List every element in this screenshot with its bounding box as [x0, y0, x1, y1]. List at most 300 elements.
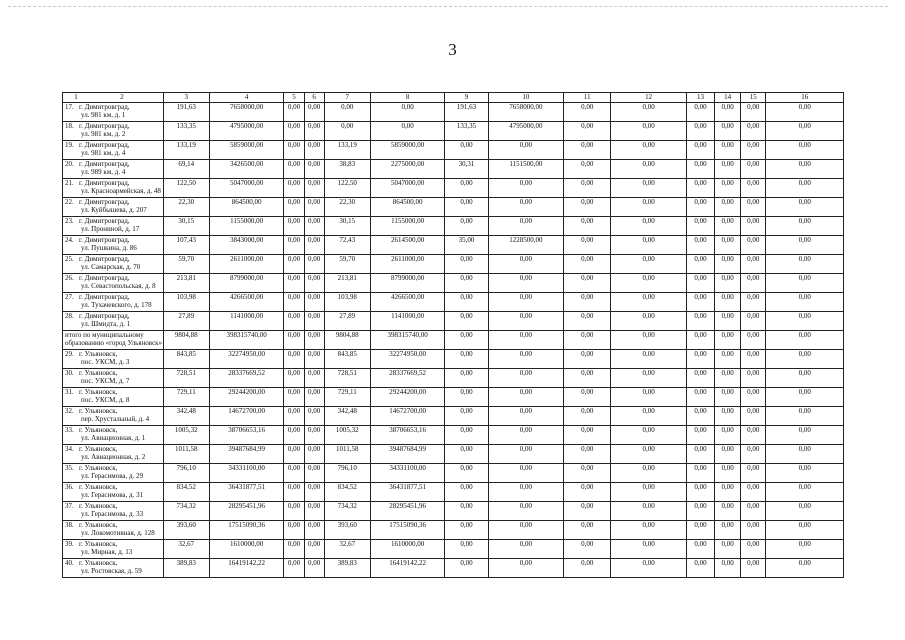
address-line-1 — [65, 160, 161, 168]
value-cell-5: 0,00 — [284, 483, 304, 502]
value-cell-8: 0,00 — [370, 103, 444, 122]
address-street: ул. Тухачевского, д. 178 — [81, 301, 152, 309]
value-cell-6: 0,00 — [304, 559, 324, 578]
header-cell-4: 4 — [209, 93, 283, 103]
address-line-1 — [65, 369, 161, 377]
total-label-line-2: образованию «город Ульяновск» — [65, 339, 163, 347]
value-cell-16: 0,00 — [766, 312, 844, 331]
value-cell-7: 32,67 — [324, 540, 370, 559]
address-cell — [63, 426, 164, 445]
value-cell-10: 7658000,00 — [488, 103, 563, 122]
value-cell-7: 72,43 — [324, 236, 370, 255]
value-cell-9: 0,00 — [445, 502, 488, 521]
value-cell-15: 0,00 — [741, 521, 766, 540]
value-cell-10: 4795000,00 — [488, 122, 563, 141]
address-cell — [63, 293, 164, 312]
value-cell-9: 0,00 — [445, 312, 488, 331]
value-cell-5: 0,00 — [284, 445, 304, 464]
table-row — [63, 179, 844, 198]
value-cell-13: 0,00 — [686, 103, 714, 122]
value-cell-8: 32274950,00 — [370, 350, 444, 369]
value-cell-5: 0,00 — [284, 122, 304, 141]
header-cell-1-2 — [63, 93, 164, 103]
address-street: пер. Хрустальный, д. 4 — [81, 415, 150, 423]
value-cell-9: 0,00 — [445, 483, 488, 502]
address-cell — [63, 483, 164, 502]
address-city: г. Димитровград, — [79, 122, 130, 130]
value-cell-11: 0,00 — [564, 255, 611, 274]
row-number: 36. — [65, 483, 74, 491]
value-cell-10: 0,00 — [488, 312, 563, 331]
value-cell-7: 728,51 — [324, 369, 370, 388]
value-cell-13: 0,00 — [686, 236, 714, 255]
address-street: ул. Севастопольская, д. 8 — [81, 282, 156, 290]
value-cell-11: 0,00 — [564, 521, 611, 540]
value-cell-15: 0,00 — [741, 483, 766, 502]
value-cell-8: 1155000,00 — [370, 217, 444, 236]
table-row — [63, 312, 844, 331]
value-cell-10: 0,00 — [488, 293, 563, 312]
value-cell-8: 8799000,00 — [370, 274, 444, 293]
page-number: 3 — [448, 40, 457, 59]
value-cell-13: 0,00 — [686, 198, 714, 217]
header-cell-11: 11 — [564, 93, 611, 103]
table-row — [63, 407, 844, 426]
value-cell-13: 0,00 — [686, 483, 714, 502]
value-cell-10: 0,00 — [488, 331, 563, 350]
address-city: г. Димитровград, — [79, 293, 130, 301]
header-cell-12: 12 — [611, 93, 686, 103]
value-cell-16: 0,00 — [766, 198, 844, 217]
value-cell-9: 0,00 — [445, 198, 488, 217]
value-cell-13: 0,00 — [686, 122, 714, 141]
value-cell-11: 0,00 — [564, 160, 611, 179]
value-cell-11: 0,00 — [564, 388, 611, 407]
address-line-1 — [65, 559, 161, 567]
address-line-1 — [65, 236, 161, 244]
value-cell-9: 0,00 — [445, 274, 488, 293]
header-cell-9: 9 — [445, 93, 488, 103]
total-label-cell — [63, 331, 164, 350]
value-cell-14: 0,00 — [715, 122, 741, 141]
value-cell-12: 0,00 — [611, 236, 686, 255]
value-cell-6: 0,00 — [304, 293, 324, 312]
value-cell-12: 0,00 — [611, 122, 686, 141]
value-cell-5: 0,00 — [284, 217, 304, 236]
value-cell-4: 34331100,00 — [209, 464, 283, 483]
value-cell-7: 342,48 — [324, 407, 370, 426]
value-cell-3: 728,51 — [163, 369, 209, 388]
value-cell-6: 0,00 — [304, 331, 324, 350]
value-cell-16: 0,00 — [766, 369, 844, 388]
address-street: ул. Красноармейская, д. 48 — [81, 187, 161, 195]
address-cell — [63, 122, 164, 141]
value-cell-3: 59,70 — [163, 255, 209, 274]
value-cell-9: 0,00 — [445, 217, 488, 236]
value-cell-9: 0,00 — [445, 350, 488, 369]
value-cell-13: 0,00 — [686, 521, 714, 540]
value-cell-11: 0,00 — [564, 236, 611, 255]
address-street: ул. Герасимова, д. 29 — [81, 472, 144, 480]
value-cell-13: 0,00 — [686, 388, 714, 407]
value-cell-15: 0,00 — [741, 141, 766, 160]
value-cell-16: 0,00 — [766, 179, 844, 198]
value-cell-15: 0,00 — [741, 293, 766, 312]
value-cell-3: 27,89 — [163, 312, 209, 331]
address-line-1 — [65, 350, 161, 358]
value-cell-6: 0,00 — [304, 141, 324, 160]
table-row — [63, 521, 844, 540]
value-cell-3: 133,19 — [163, 141, 209, 160]
table-row — [63, 160, 844, 179]
value-cell-5: 0,00 — [284, 160, 304, 179]
address-street: ул. Локомотивная, д. 128 — [81, 529, 155, 537]
value-cell-13: 0,00 — [686, 407, 714, 426]
value-cell-6: 0,00 — [304, 388, 324, 407]
value-cell-7: 30,15 — [324, 217, 370, 236]
address-city: г. Димитровград, — [79, 255, 130, 263]
value-cell-16: 0,00 — [766, 559, 844, 578]
address-street: ул. 989 км, д. 4 — [81, 168, 126, 176]
value-cell-9: 0,00 — [445, 407, 488, 426]
value-cell-12: 0,00 — [611, 426, 686, 445]
address-cell — [63, 103, 164, 122]
value-cell-3: 122,50 — [163, 179, 209, 198]
value-cell-14: 0,00 — [715, 388, 741, 407]
value-cell-5: 0,00 — [284, 369, 304, 388]
table-row — [63, 502, 844, 521]
address-city: г. Димитровград, — [79, 103, 130, 111]
row-number: 21. — [65, 179, 74, 187]
value-cell-10: 0,00 — [488, 483, 563, 502]
address-line-1 — [65, 122, 161, 130]
value-cell-9: 0,00 — [445, 369, 488, 388]
row-number: 33. — [65, 426, 74, 434]
address-city: г. Димитровград, — [79, 160, 130, 168]
value-cell-8: 29244200,00 — [370, 388, 444, 407]
value-cell-5: 0,00 — [284, 388, 304, 407]
address-line-1 — [65, 407, 161, 415]
value-cell-14: 0,00 — [715, 274, 741, 293]
value-cell-10: 0,00 — [488, 502, 563, 521]
value-cell-5: 0,00 — [284, 312, 304, 331]
address-city: г. Димитровград, — [79, 179, 130, 187]
total-row — [63, 331, 844, 350]
address-cell — [63, 141, 164, 160]
value-cell-10: 0,00 — [488, 464, 563, 483]
address-cell — [63, 255, 164, 274]
value-cell-4: 3426500,00 — [209, 160, 283, 179]
value-cell-15: 0,00 — [741, 122, 766, 141]
value-cell-10: 0,00 — [488, 369, 563, 388]
value-cell-4: 28295451,96 — [209, 502, 283, 521]
value-cell-16: 0,00 — [766, 274, 844, 293]
header-cell-13: 13 — [686, 93, 714, 103]
value-cell-11: 0,00 — [564, 122, 611, 141]
value-cell-3: 133,35 — [163, 122, 209, 141]
value-cell-15: 0,00 — [741, 369, 766, 388]
value-cell-4: 16419142,22 — [209, 559, 283, 578]
value-cell-4: 29244200,00 — [209, 388, 283, 407]
value-cell-16: 0,00 — [766, 350, 844, 369]
row-number: 39. — [65, 540, 74, 548]
value-cell-12: 0,00 — [611, 293, 686, 312]
value-cell-12: 0,00 — [611, 141, 686, 160]
value-cell-4: 398315740,00 — [209, 331, 283, 350]
value-cell-12: 0,00 — [611, 483, 686, 502]
value-cell-7: 734,32 — [324, 502, 370, 521]
value-cell-10: 0,00 — [488, 445, 563, 464]
value-cell-11: 0,00 — [564, 293, 611, 312]
value-cell-14: 0,00 — [715, 255, 741, 274]
address-street: ул. Шмидта, д. 1 — [81, 320, 131, 328]
value-cell-12: 0,00 — [611, 217, 686, 236]
address-cell — [63, 540, 164, 559]
value-cell-11: 0,00 — [564, 464, 611, 483]
value-cell-14: 0,00 — [715, 160, 741, 179]
value-cell-15: 0,00 — [741, 559, 766, 578]
value-cell-6: 0,00 — [304, 179, 324, 198]
value-cell-7: 834,52 — [324, 483, 370, 502]
row-number: 30. — [65, 369, 74, 377]
address-cell — [63, 559, 164, 578]
address-line-1 — [65, 198, 161, 206]
value-cell-16: 0,00 — [766, 160, 844, 179]
address-cell — [63, 217, 164, 236]
value-cell-5: 0,00 — [284, 103, 304, 122]
value-cell-6: 0,00 — [304, 274, 324, 293]
address-city: г. Ульяновск, — [79, 464, 118, 472]
value-cell-6: 0,00 — [304, 521, 324, 540]
value-cell-9: 133,35 — [445, 122, 488, 141]
value-cell-9: 0,00 — [445, 521, 488, 540]
value-cell-4: 1610000,00 — [209, 540, 283, 559]
value-cell-12: 0,00 — [611, 407, 686, 426]
address-street: ул. Герасимова, д. 33 — [81, 510, 144, 518]
value-cell-12: 0,00 — [611, 445, 686, 464]
address-street: пос. УКСМ, д. 7 — [81, 377, 130, 385]
value-cell-15: 0,00 — [741, 445, 766, 464]
value-cell-7: 843,85 — [324, 350, 370, 369]
value-cell-9: 0,00 — [445, 426, 488, 445]
value-cell-5: 0,00 — [284, 179, 304, 198]
header-cell-6: 6 — [304, 93, 324, 103]
row-number: 34. — [65, 445, 74, 453]
value-cell-11: 0,00 — [564, 350, 611, 369]
value-cell-6: 0,00 — [304, 160, 324, 179]
value-cell-9: 0,00 — [445, 141, 488, 160]
value-cell-14: 0,00 — [715, 331, 741, 350]
value-cell-5: 0,00 — [284, 559, 304, 578]
row-number: 22. — [65, 198, 74, 206]
value-cell-12: 0,00 — [611, 198, 686, 217]
value-cell-10: 0,00 — [488, 388, 563, 407]
value-cell-16: 0,00 — [766, 407, 844, 426]
data-table — [62, 92, 844, 578]
value-cell-8: 39487684,99 — [370, 445, 444, 464]
value-cell-5: 0,00 — [284, 331, 304, 350]
address-line-1 — [65, 141, 161, 149]
header-cell-16: 16 — [766, 93, 844, 103]
value-cell-6: 0,00 — [304, 426, 324, 445]
value-cell-3: 22,30 — [163, 198, 209, 217]
value-cell-8: 864500,00 — [370, 198, 444, 217]
value-cell-15: 0,00 — [741, 179, 766, 198]
value-cell-13: 0,00 — [686, 502, 714, 521]
value-cell-15: 0,00 — [741, 255, 766, 274]
header-row — [63, 93, 844, 103]
row-number: 17. — [65, 103, 74, 111]
address-cell — [63, 521, 164, 540]
value-cell-15: 0,00 — [741, 502, 766, 521]
value-cell-9: 0,00 — [445, 388, 488, 407]
row-number: 35. — [65, 464, 74, 472]
row-number: 23. — [65, 217, 74, 225]
value-cell-7: 0,00 — [324, 122, 370, 141]
value-cell-15: 0,00 — [741, 217, 766, 236]
address-city: г. Ульяновск, — [79, 388, 118, 396]
address-cell — [63, 502, 164, 521]
value-cell-10: 0,00 — [488, 407, 563, 426]
value-cell-12: 0,00 — [611, 540, 686, 559]
value-cell-15: 0,00 — [741, 198, 766, 217]
value-cell-12: 0,00 — [611, 274, 686, 293]
header-cell-7: 7 — [324, 93, 370, 103]
value-cell-15: 0,00 — [741, 331, 766, 350]
total-label-line-1: итого по муниципальному — [65, 331, 144, 339]
row-number: 31. — [65, 388, 74, 396]
value-cell-16: 0,00 — [766, 388, 844, 407]
value-cell-7: 729,11 — [324, 388, 370, 407]
value-cell-4: 8799000,00 — [209, 274, 283, 293]
value-cell-4: 36431877,51 — [209, 483, 283, 502]
value-cell-15: 0,00 — [741, 312, 766, 331]
value-cell-15: 0,00 — [741, 103, 766, 122]
address-city: г. Димитровград, — [79, 198, 130, 206]
value-cell-8: 36431877,51 — [370, 483, 444, 502]
value-cell-12: 0,00 — [611, 331, 686, 350]
value-cell-8: 1610000,00 — [370, 540, 444, 559]
value-cell-11: 0,00 — [564, 198, 611, 217]
table-row — [63, 369, 844, 388]
value-cell-9: 0,00 — [445, 464, 488, 483]
row-number: 38. — [65, 521, 74, 529]
value-cell-9: 30,31 — [445, 160, 488, 179]
value-cell-3: 30,15 — [163, 217, 209, 236]
address-cell — [63, 179, 164, 198]
value-cell-6: 0,00 — [304, 103, 324, 122]
value-cell-15: 0,00 — [741, 350, 766, 369]
address-street: ул. 981 км, д. 1 — [81, 111, 126, 119]
address-city: г. Димитровград, — [79, 217, 130, 225]
value-cell-5: 0,00 — [284, 350, 304, 369]
value-cell-9: 35,00 — [445, 236, 488, 255]
value-cell-14: 0,00 — [715, 559, 741, 578]
address-city: г. Ульяновск, — [79, 521, 118, 529]
value-cell-5: 0,00 — [284, 540, 304, 559]
value-cell-8: 14672700,00 — [370, 407, 444, 426]
value-cell-14: 0,00 — [715, 521, 741, 540]
value-cell-11: 0,00 — [564, 445, 611, 464]
value-cell-15: 0,00 — [741, 540, 766, 559]
value-cell-7: 103,98 — [324, 293, 370, 312]
value-cell-11: 0,00 — [564, 407, 611, 426]
header-cell-5: 5 — [284, 93, 304, 103]
value-cell-14: 0,00 — [715, 350, 741, 369]
value-cell-6: 0,00 — [304, 217, 324, 236]
address-cell — [63, 236, 164, 255]
address-line-1 — [65, 217, 161, 225]
value-cell-3: 32,67 — [163, 540, 209, 559]
value-cell-7: 0,00 — [324, 103, 370, 122]
value-cell-15: 0,00 — [741, 274, 766, 293]
address-cell — [63, 369, 164, 388]
value-cell-3: 729,11 — [163, 388, 209, 407]
value-cell-8: 5859000,00 — [370, 141, 444, 160]
address-line-1 — [65, 540, 161, 548]
value-cell-16: 0,00 — [766, 141, 844, 160]
value-cell-16: 0,00 — [766, 236, 844, 255]
value-cell-3: 69,14 — [163, 160, 209, 179]
value-cell-11: 0,00 — [564, 217, 611, 236]
value-cell-4: 38706653,16 — [209, 426, 283, 445]
value-cell-5: 0,00 — [284, 464, 304, 483]
value-cell-7: 796,10 — [324, 464, 370, 483]
value-cell-9: 0,00 — [445, 445, 488, 464]
value-cell-4: 4795000,00 — [209, 122, 283, 141]
header-cell-1: 1 — [74, 93, 78, 101]
value-cell-13: 0,00 — [686, 559, 714, 578]
value-cell-4: 1141000,00 — [209, 312, 283, 331]
value-cell-11: 0,00 — [564, 141, 611, 160]
table-row — [63, 464, 844, 483]
value-cell-9: 0,00 — [445, 293, 488, 312]
value-cell-3: 393,60 — [163, 521, 209, 540]
value-cell-3: 389,83 — [163, 559, 209, 578]
value-cell-12: 0,00 — [611, 179, 686, 198]
value-cell-13: 0,00 — [686, 464, 714, 483]
address-cell — [63, 198, 164, 217]
value-cell-10: 0,00 — [488, 255, 563, 274]
value-cell-13: 0,00 — [686, 179, 714, 198]
value-cell-12: 0,00 — [611, 350, 686, 369]
value-cell-4: 7658000,00 — [209, 103, 283, 122]
value-cell-15: 0,00 — [741, 426, 766, 445]
value-cell-7: 122,50 — [324, 179, 370, 198]
address-street: ул. Мирная, д. 13 — [81, 548, 133, 556]
value-cell-6: 0,00 — [304, 198, 324, 217]
value-cell-11: 0,00 — [564, 540, 611, 559]
value-cell-15: 0,00 — [741, 160, 766, 179]
address-street: ул. Герасимова, д. 31 — [81, 491, 144, 499]
value-cell-12: 0,00 — [611, 559, 686, 578]
value-cell-11: 0,00 — [564, 331, 611, 350]
address-street: ул. 981 км, д. 4 — [81, 149, 126, 157]
value-cell-13: 0,00 — [686, 445, 714, 464]
value-cell-13: 0,00 — [686, 293, 714, 312]
value-cell-4: 17515090,36 — [209, 521, 283, 540]
value-cell-5: 0,00 — [284, 426, 304, 445]
value-cell-15: 0,00 — [741, 464, 766, 483]
value-cell-8: 28295451,96 — [370, 502, 444, 521]
table-row — [63, 445, 844, 464]
header-cell-3: 3 — [163, 93, 209, 103]
header-cell-8: 8 — [370, 93, 444, 103]
address-city: г. Димитровград, — [79, 312, 130, 320]
value-cell-14: 0,00 — [715, 141, 741, 160]
value-cell-8: 5047000,00 — [370, 179, 444, 198]
row-number: 40. — [65, 559, 74, 567]
